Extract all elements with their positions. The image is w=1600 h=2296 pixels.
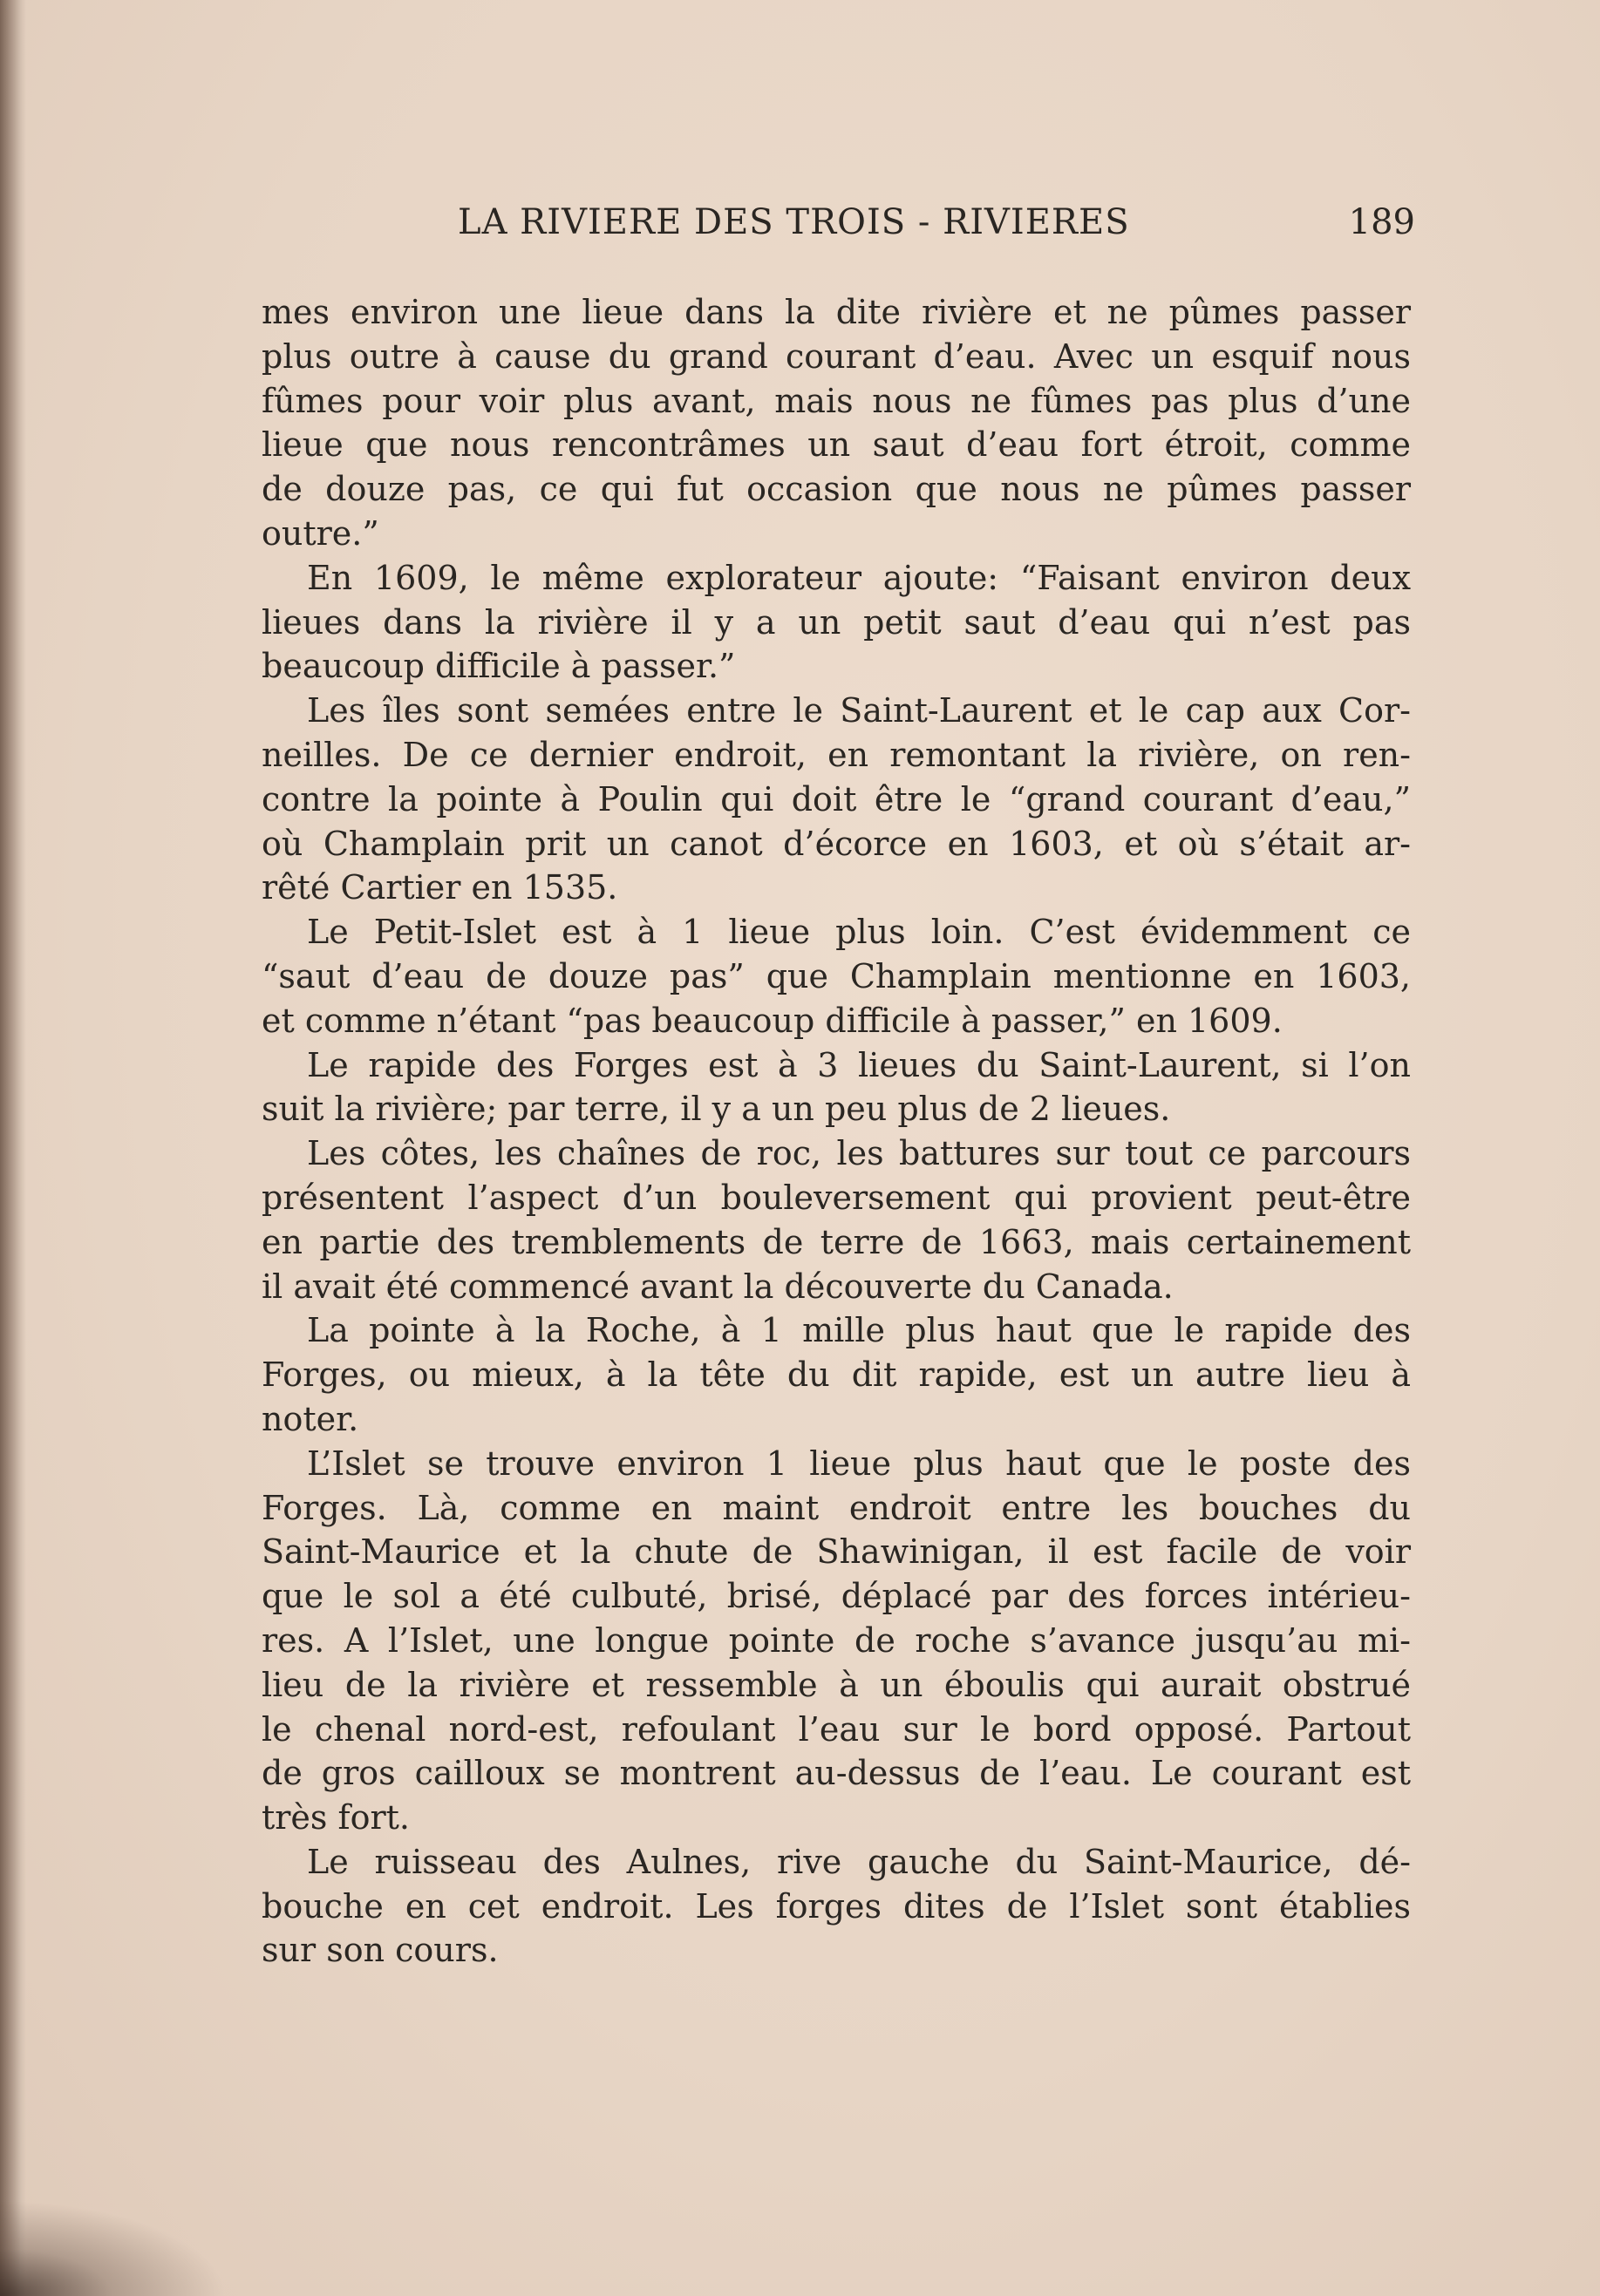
paragraph bbox=[262, 1043, 1411, 1132]
text-line: lieues dans la rivière il y a un petit saut d’eau qui n’est pas bbox=[262, 602, 1411, 642]
paragraph bbox=[262, 1840, 1411, 1973]
text-line: res. A l’Islet, une longue pointe de roche s’avance jusqu’au mi- bbox=[262, 1620, 1411, 1660]
text-line: fûmes pour voir plus avant, mais nous ne fûmes pas plus d’une bbox=[262, 381, 1411, 420]
text-line: de douze pas, ce qui fut occasion que nous ne pûmes passer bbox=[262, 470, 1411, 509]
text-line: et comme n’étant “pas beaucoup difficile à passer,” en 1609. bbox=[262, 1001, 1283, 1040]
text-line: Le ruisseau des Aulnes, rive gauche du Saint-Maurice, dé- bbox=[307, 1842, 1411, 1881]
paragraph bbox=[262, 1442, 1411, 1840]
text-line: outre.” bbox=[262, 513, 379, 553]
text-line: “saut d’eau de douze pas” que Champlain mentionne en 1603, bbox=[262, 956, 1411, 995]
text-line: lieue que nous rencontrâmes un saut d’eau fort étroit, comme bbox=[262, 425, 1411, 465]
text-line: en partie des tremblements de terre de 1663, mais certainement bbox=[262, 1222, 1411, 1261]
text-line: de gros cailloux se montrent au-dessus de l’eau. Le courant est bbox=[262, 1754, 1411, 1793]
text-line: En 1609, le même explorateur ajoute: “Faisant environ deux bbox=[307, 558, 1411, 597]
text-line: beaucoup difficile à passer.” bbox=[262, 647, 736, 686]
text-line: lieu de la rivière et ressemble à un éboulis qui aurait obstrué bbox=[262, 1665, 1411, 1704]
text-line: Les îles sont semées entre le Saint-Laurent et le cap aux Cor- bbox=[307, 691, 1411, 730]
text-line: plus outre à cause du grand courant d’eau. Avec un esquif nous bbox=[262, 336, 1411, 376]
text-line: Forges. Là, comme en maint endroit entre les bouches du bbox=[262, 1488, 1411, 1527]
text-line: bouche en cet endroit. Les forges dites de l’Islet sont établies bbox=[262, 1886, 1411, 1926]
text-line: que le sol a été culbuté, brisé, déplacé par des forces intérieu- bbox=[262, 1577, 1411, 1616]
paragraph bbox=[262, 290, 1411, 556]
text-line: contre la pointe à Poulin qui doit être le “grand courant d’eau,” bbox=[262, 779, 1411, 819]
page-corner-shadow bbox=[0, 2200, 227, 2296]
text-line: La pointe à la Roche, à 1 mille plus haut que le rapide des bbox=[307, 1311, 1411, 1350]
paragraph bbox=[262, 689, 1411, 910]
text-line: le chenal nord-est, refoulant l’eau sur le bord opposé. Partout bbox=[262, 1709, 1411, 1749]
text-line: suit la rivière; par terre, il y a un peu plus de 2 lieues. bbox=[262, 1090, 1171, 1129]
text-line: Le rapide des Forges est à 3 lieues du Saint-Laurent, si l’on bbox=[307, 1045, 1411, 1084]
paragraph bbox=[262, 1131, 1411, 1308]
text-line: neilles. De ce dernier endroit, en remontant la rivière, on ren- bbox=[262, 735, 1411, 774]
page-gutter bbox=[0, 0, 26, 2296]
running-title: LA RIVIERE DES TROIS - RIVIERES bbox=[458, 202, 1130, 242]
text-line: il avait été commencé avant la découverte du Canada. bbox=[262, 1267, 1174, 1306]
page-number: 189 bbox=[1348, 202, 1415, 242]
paragraph bbox=[262, 1308, 1411, 1441]
text-line: où Champlain prit un canot d’écorce en 1603, et où s’était ar- bbox=[262, 824, 1411, 863]
text-line: noter. bbox=[262, 1399, 359, 1438]
text-line: L’Islet se trouve environ 1 lieue plus haut que le poste des bbox=[307, 1443, 1411, 1483]
text-line: Le Petit-Islet est à 1 lieue plus loin. C’est évidemment ce bbox=[307, 913, 1411, 952]
text-line: Les côtes, les chaînes de roc, les battures sur tout ce parcours bbox=[307, 1134, 1411, 1173]
paragraph bbox=[262, 910, 1411, 1043]
page-header bbox=[458, 202, 1415, 255]
text-line: Saint-Maurice et la chute de Shawinigan, il est facile de voir bbox=[262, 1532, 1411, 1572]
body-text bbox=[262, 290, 1411, 1973]
text-line: sur son cours. bbox=[262, 1931, 499, 1970]
text-line: mes environ une lieue dans la dite rivière et ne pûmes passer bbox=[262, 293, 1411, 331]
text-line: rêté Cartier en 1535. bbox=[262, 868, 618, 907]
text-line: très fort. bbox=[262, 1798, 410, 1837]
text-line: Forges, ou mieux, à la tête du dit rapide, est un autre lieu à bbox=[262, 1355, 1411, 1395]
text-line: présentent l’aspect d’un bouleversement qui provient peut-être bbox=[262, 1178, 1411, 1217]
paragraph bbox=[262, 556, 1411, 689]
